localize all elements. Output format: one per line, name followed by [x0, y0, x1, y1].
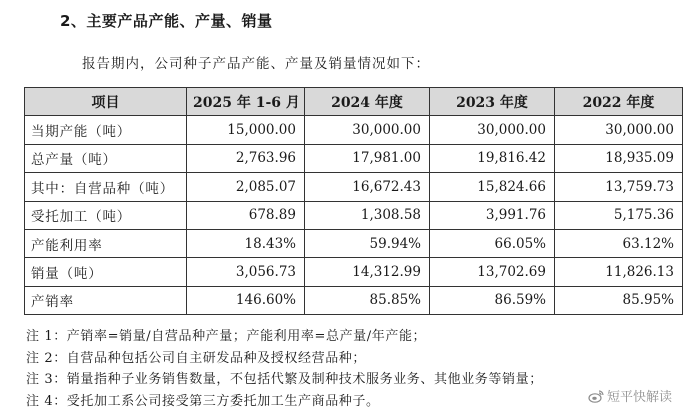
table-row: [25, 286, 683, 314]
table-cell: 1,308.58: [305, 201, 430, 229]
row-label: 其中：自营品种（吨）: [25, 173, 187, 201]
table-cell: 5,175.36: [555, 201, 683, 229]
table-cell: 3,991.76: [430, 201, 555, 229]
table-cell: 63.12%: [555, 229, 683, 257]
section-heading: 2、主要产品产能、产量、销量: [60, 12, 273, 30]
capacity-output-sales-table: [24, 87, 683, 315]
table-row: [25, 229, 683, 257]
table-cell: 15,000.00: [187, 116, 305, 144]
table-header-row: [25, 88, 683, 116]
intro-text: 报告期内，公司种子产品产能、产量及销量情况如下：: [82, 56, 430, 72]
table-cell: 678.89: [187, 201, 305, 229]
header-item: 项目: [25, 88, 187, 116]
row-label: 产销率: [25, 286, 187, 314]
table-cell: 13,702.69: [430, 258, 555, 286]
note-1: 注 1：产销率=销量/自营品种产量；产能利用率=总产量/年产能；: [26, 329, 427, 344]
row-label: 受托加工（吨）: [25, 201, 187, 229]
table-row: [25, 116, 683, 144]
header-2024: 2024 年度: [305, 88, 430, 116]
header-2025-h1: 2025 年 1-6 月: [187, 88, 305, 116]
table-cell: 2,085.07: [187, 173, 305, 201]
table-cell: 15,824.66: [430, 173, 555, 201]
table-row: [25, 258, 683, 286]
table-row: [25, 144, 683, 172]
row-label: 销量（吨）: [25, 258, 187, 286]
table-row: [25, 201, 683, 229]
weibo-icon: [588, 389, 604, 403]
table-cell: 13,759.73: [555, 173, 683, 201]
table-cell: 85.85%: [305, 286, 430, 314]
table-cell: 30,000.00: [430, 116, 555, 144]
table-cell: 14,312.99: [305, 258, 430, 286]
table-cell: 18.43%: [187, 229, 305, 257]
table-cell: 19,816.42: [430, 144, 555, 172]
header-2023: 2023 年度: [430, 88, 555, 116]
table-row: [25, 173, 683, 201]
note-3: 注 3：销量指种子业务销售数量，不包括代繁及制种技术服务业务、其他业务等销量；: [26, 372, 543, 387]
watermark: [588, 386, 672, 405]
table-cell: 3,056.73: [187, 258, 305, 286]
table-cell: 30,000.00: [555, 116, 683, 144]
row-label: 总产量（吨）: [25, 144, 187, 172]
header-2022: 2022 年度: [555, 88, 683, 116]
table-cell: 86.59%: [430, 286, 555, 314]
table-cell: 59.94%: [305, 229, 430, 257]
table-cell: 146.60%: [187, 286, 305, 314]
table-cell: 18,935.09: [555, 144, 683, 172]
table-cell: 66.05%: [430, 229, 555, 257]
note-4: 注 4：受托加工系公司接受第三方委托加工生产商品种子。: [26, 393, 380, 409]
watermark-text: 短平快解读: [607, 390, 673, 405]
table-cell: 16,672.43: [305, 173, 430, 201]
note-2: 注 2：自营品种包括公司自主研发品种及授权经营品种；: [26, 350, 367, 366]
table-cell: 17,981.00: [305, 144, 430, 172]
table-cell: 30,000.00: [305, 116, 430, 144]
row-label: 产能利用率: [25, 229, 187, 257]
table-cell: 85.95%: [555, 286, 683, 314]
row-label: 当期产能（吨）: [25, 116, 187, 144]
table-notes: [26, 326, 543, 412]
table-cell: 11,826.13: [555, 258, 683, 286]
table-cell: 2,763.96: [187, 144, 305, 172]
